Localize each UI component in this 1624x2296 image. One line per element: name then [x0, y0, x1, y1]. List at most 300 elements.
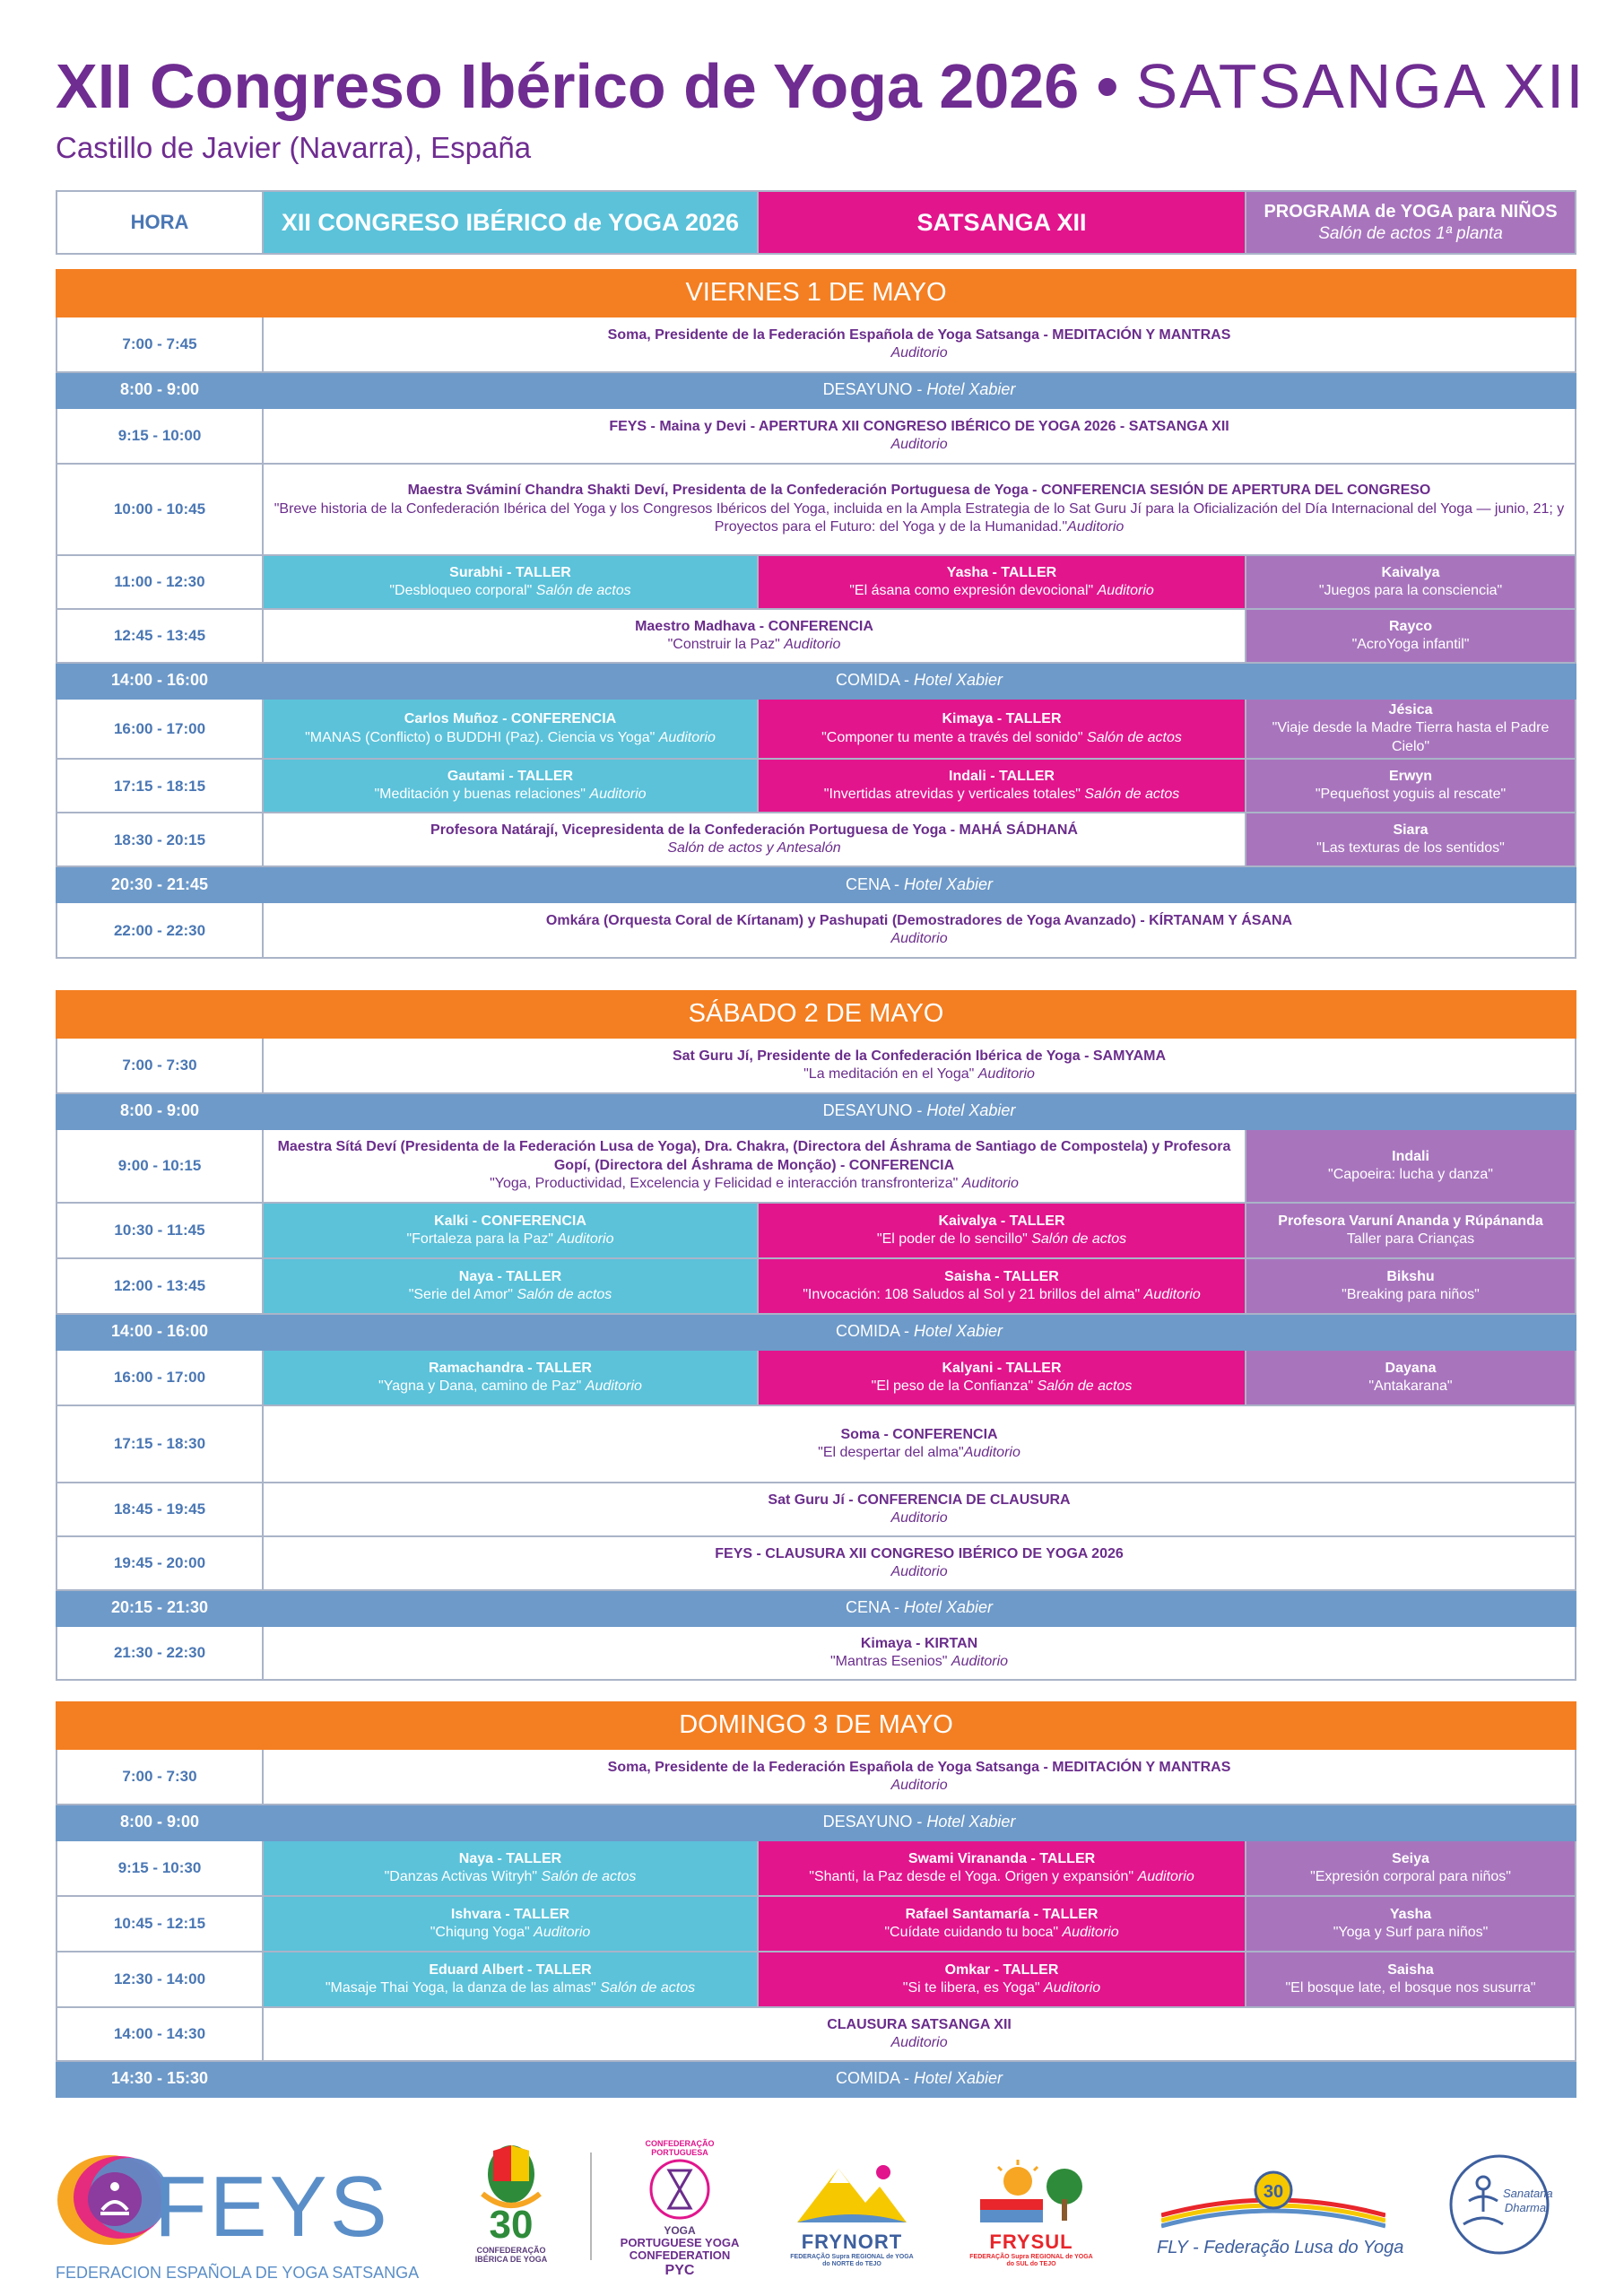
event-venue: Auditorio [890, 1510, 948, 1526]
pyc-bottom-text: PORTUGUESE YOGA CONFEDERATION [620, 2235, 740, 2263]
congreso-event-speaker: Maestra Sítá Deví (Presidenta de la Federación Lusa de Yoga), Dra. Chakra, (Directora del Áshrama de Santiago de Compostela) y Profesora Gopí, (Directora del Áshrama de Monção) - CONFERENCIA [277, 1139, 1231, 1173]
ninos-event-description [1254, 786, 1568, 804]
ninos-event-speaker: Dayana [1385, 1360, 1437, 1376]
meal-name: CENA - [845, 1598, 904, 1617]
time-slot: 7:00 - 7:30 [56, 1749, 263, 1805]
event-cell-congreso [263, 813, 1246, 866]
event-speaker: FEYS - Maina y Devi - APERTURA XII CONGRESO IBÉRICO DE YOGA 2026 - SATSANGA XII [609, 418, 1229, 434]
congreso-event-text: "Danzas Activas Witryh" [384, 1869, 542, 1884]
ninos-event-text: "Capoeira: lucha y danza" [1328, 1167, 1493, 1182]
time-slot: 16:00 - 17:00 [56, 699, 263, 759]
schedule-row [56, 555, 1576, 609]
satsanga-event-speaker: Kalyani - TALLER [942, 1360, 1062, 1376]
schedule-row [56, 813, 1576, 866]
satsanga-event-text: "Invocación: 108 Saludos al Sol y 21 brillos del alma" [803, 1287, 1144, 1302]
day-table [56, 269, 1576, 959]
event-speaker: Soma, Presidente de la Federación Española de Yoga Satsanga - MEDITACIÓN Y MANTRAS [607, 1759, 1231, 1775]
event-description [271, 344, 1568, 362]
event-cell-ninos [1246, 1258, 1576, 1314]
event-cell-ninos [1246, 555, 1576, 609]
event-cell-congreso [263, 1350, 758, 1405]
time-slot: 9:15 - 10:30 [56, 1840, 263, 1896]
satsanga-event-speaker: Kaivalya - TALLER [938, 1213, 1065, 1229]
satsanga-event-description [766, 582, 1238, 600]
satsanga-event-speaker: Kimaya - TALLER [942, 711, 1062, 727]
event-speaker: Sat Guru Jí, Presidente de la Confederación Ibérica de Yoga - SAMYAMA [672, 1048, 1167, 1064]
event-cell-congreso [263, 699, 758, 759]
feys-logo [56, 2151, 423, 2285]
event-cell-satsanga [758, 1840, 1246, 1896]
congreso-event-description [271, 1231, 750, 1248]
event-description [271, 1065, 1568, 1083]
meal-cell [263, 372, 1576, 408]
congreso-event-venue: Auditorio [658, 729, 716, 745]
congreso-event-venue: Auditorio [589, 787, 647, 803]
event-cell-ninos [1246, 1952, 1576, 2007]
schedule-row [56, 2007, 1576, 2061]
meal-cell [263, 1590, 1576, 1626]
event-venue: Auditorio [890, 1778, 948, 1793]
congreso-event-text: "Construir la Paz" [667, 637, 785, 652]
meal-cell [263, 2061, 1576, 2097]
satsanga-event-speaker: Indali - TALLER [949, 768, 1055, 784]
congreso-event-description [271, 786, 750, 804]
event-cell-ninos [1246, 1129, 1576, 1203]
time-slot: 10:00 - 10:45 [56, 464, 263, 555]
frynort-logo [789, 2160, 915, 2285]
satsanga-event-description [766, 1924, 1238, 1942]
meal-row [56, 1590, 1576, 1626]
ninos-event-description [1254, 582, 1568, 600]
title-separator: • [1096, 51, 1119, 121]
event-cell-congreso [263, 1952, 758, 2007]
event-speaker: Kimaya - KIRTAN [860, 1635, 978, 1651]
congreso-event-description [271, 839, 1238, 857]
title-brand: SATSANGA XII [1135, 51, 1585, 121]
event-venue: Auditorio [890, 437, 948, 452]
event-cell-satsanga [758, 759, 1246, 813]
event-cell-satsanga [758, 1258, 1246, 1314]
frysul-sun-tree-icon [973, 2160, 1090, 2226]
event-speaker: Maestra Sváminí Chandra Shakti Deví, Presidenta de la Confederación Portuguesa de Yoga - CONFERENCIA SESIÓN DE APERTURA DEL CONGRESO [407, 483, 1431, 499]
event-cell [263, 2007, 1576, 2061]
event-speaker: FEYS - CLAUSURA XII CONGRESO IBÉRICO DE YOGA 2026 [715, 1545, 1124, 1561]
pyc-abbr: PYC [664, 2262, 695, 2278]
congreso-event-venue: Auditorio [534, 1925, 591, 1940]
event-cell-ninos [1246, 699, 1576, 759]
time-slot: 7:00 - 7:45 [56, 317, 263, 372]
congreso-event-speaker: Surabhi - TALLER [449, 564, 571, 580]
event-cell-satsanga [758, 699, 1246, 759]
confederacion-30-subtitle: CONFEDERAÇÃO IBÉRICA DE YOGA [474, 2246, 548, 2264]
fly-text: FLY - Federação Lusa do Yoga [1157, 2238, 1404, 2257]
meal-venue: Hotel Xabier [926, 380, 1016, 399]
frynort-subtitle: FEDERAÇÃO Supra REGIONAL de YOGA do NORTE do TEJO [790, 2254, 914, 2267]
page-subtitle: Castillo de Javier (Navarra), España [56, 131, 532, 164]
meal-name: DESAYUNO - [822, 1813, 927, 1831]
event-description [271, 436, 1568, 454]
time-slot: 12:45 - 13:45 [56, 609, 263, 663]
ninos-event-description [1254, 636, 1568, 654]
schedule-row [56, 1483, 1576, 1536]
time-slot: 17:15 - 18:15 [56, 759, 263, 813]
day-table [56, 1701, 1576, 2098]
congreso-event-speaker: Naya - TALLER [458, 1268, 562, 1284]
schedule-row [56, 1536, 1576, 1590]
congreso-event-venue: Salón de actos [535, 583, 631, 598]
day-header-row [56, 991, 1576, 1038]
time-slot: 8:00 - 9:00 [56, 1805, 263, 1840]
meal-row [56, 866, 1576, 902]
meal-venue: Hotel Xabier [926, 1813, 1016, 1831]
fly-rainbow-icon [1161, 2167, 1385, 2230]
schedule-row [56, 1258, 1576, 1314]
col-ninos-title: PROGRAMA de YOGA para NIÑOS [1264, 201, 1558, 222]
event-description [271, 1777, 1568, 1795]
satsanga-event-speaker: Saisha - TALLER [944, 1268, 1059, 1284]
congreso-event-description [271, 729, 750, 747]
meal-venue: Hotel Xabier [903, 874, 994, 893]
schedule-row [56, 1203, 1576, 1258]
satsanga-event-text: "Si te libera, es Yoga" [902, 1980, 1045, 1996]
meal-row [56, 1093, 1576, 1129]
ninos-event-speaker: Yasha [1389, 1906, 1432, 1922]
col-hora: HORA [56, 191, 263, 254]
ninos-event-text: "Pequeñost yoguis al rescate" [1315, 787, 1507, 803]
meal-name: COMIDA - [835, 2069, 914, 2088]
ninos-event-speaker: Indali [1392, 1148, 1429, 1164]
ninos-event-text: "Antakarana" [1368, 1378, 1453, 1394]
congreso-event-description [271, 1286, 750, 1304]
satsanga-event-speaker: Swami Virananda - TALLER [908, 1850, 1096, 1866]
congreso-event-description [271, 1868, 750, 1886]
event-venue: Auditorio [890, 1564, 948, 1579]
sanatana-dharma-text: Sanatana Dharma [1503, 2187, 1553, 2215]
event-venue: Auditorio [977, 1066, 1035, 1082]
col-congreso: XII CONGRESO IBÉRICO de YOGA 2026 [263, 191, 758, 254]
satsanga-event-speaker: Omkar - TALLER [944, 1961, 1059, 1978]
col-satsanga: SATSANGA XII [758, 191, 1246, 254]
congreso-event-venue: Auditorio [961, 1176, 1019, 1192]
event-description [271, 1563, 1568, 1581]
event-cell-congreso [263, 1840, 758, 1896]
ninos-event-speaker: Bikshu [1386, 1268, 1435, 1284]
satsanga-event-text: "El peso de la Confianza" [871, 1378, 1038, 1394]
meal-venue: Hotel Xabier [913, 1322, 1003, 1341]
satsanga-event-text: "El poder de lo sencillo" [876, 1231, 1032, 1247]
time-slot: 11:00 - 12:30 [56, 555, 263, 609]
col-ninos-sub: Salón de actos 1ª planta [1318, 223, 1503, 243]
time-slot: 20:30 - 21:45 [56, 866, 263, 902]
congreso-event-text: "Serie del Amor" [408, 1287, 517, 1302]
satsanga-event-description [766, 1378, 1238, 1396]
time-slot: 16:00 - 17:00 [56, 1350, 263, 1405]
time-slot: 12:00 - 13:45 [56, 1258, 263, 1314]
event-cell [263, 1405, 1576, 1483]
meal-name: DESAYUNO - [822, 380, 927, 399]
satsanga-event-speaker: Rafael Santamaría - TALLER [905, 1906, 1099, 1922]
event-cell-satsanga [758, 1952, 1246, 2007]
event-cell-congreso [263, 1129, 1246, 1203]
schedule-row [56, 1350, 1576, 1405]
satsanga-event-description [766, 1286, 1238, 1304]
time-slot: 17:15 - 18:30 [56, 1405, 263, 1483]
event-cell-ninos [1246, 813, 1576, 866]
satsanga-event-description [766, 1231, 1238, 1248]
col-ninos [1246, 191, 1576, 254]
day-header-row [56, 1702, 1576, 1749]
satsanga-event-venue: Auditorio [1044, 1980, 1101, 1996]
event-speaker: CLAUSURA SATSANGA XII [827, 2016, 1012, 2032]
event-description [271, 930, 1568, 948]
meal-name: COMIDA - [835, 1322, 914, 1341]
schedule-row [56, 408, 1576, 464]
event-venue: Auditorio [890, 2035, 948, 2050]
congreso-event-description [271, 636, 1238, 654]
ninos-event-speaker: Seiya [1392, 1850, 1429, 1866]
pyc-emblem-icon [644, 2158, 716, 2221]
event-speaker: Soma, Presidente de la Federación Española de Yoga Satsanga - MEDITACIÓN Y MANTRAS [607, 326, 1231, 343]
event-cell [263, 1536, 1576, 1590]
ninos-event-speaker: Siara [1393, 822, 1429, 838]
event-cell [263, 902, 1576, 958]
meal-cell [263, 1093, 1576, 1129]
congreso-event-speaker: Eduard Albert - TALLER [429, 1961, 592, 1978]
title-main: XII Congreso Ibérico de Yoga 2026 [56, 51, 1080, 121]
meal-cell [263, 663, 1576, 699]
event-text: "Breve historia de la Confederación Ibérica del Yoga y los Congresos Ibéricos del Yoga, incluida en la Ampla Estrategia de lo Sat Guru Jí para la Oficialización del Día Internacional del Yoga — junio, 21; y Proyectos para el Futuro: del Yoga y de la Humanidad." [274, 500, 1565, 535]
meal-row [56, 663, 1576, 699]
congreso-event-speaker: Maestro Madhava - CONFERENCIA [635, 618, 873, 634]
ninos-event-text: "Las texturas de los sentidos" [1316, 840, 1505, 857]
sanatana-dharma-logo [1447, 2152, 1551, 2257]
pyc-top-text: CONFEDERAÇÃO PORTUGUESA [645, 2139, 715, 2157]
satsanga-event-description [766, 729, 1238, 747]
event-cell-congreso [263, 1896, 758, 1952]
ninos-event-description [1254, 719, 1568, 756]
congreso-event-text: "Chiqung Yoga" [430, 1925, 534, 1940]
time-slot: 22:00 - 22:30 [56, 902, 263, 958]
satsanga-event-venue: Salón de actos [1087, 729, 1182, 745]
congreso-event-text: "MANAS (Conflicto) o BUDDHI (Paz). Ciencia vs Yoga" [305, 729, 659, 745]
congreso-event-description [271, 1175, 1238, 1193]
meal-row [56, 372, 1576, 408]
congreso-event-text: "Yagna y Dana, camino de Paz" [378, 1378, 586, 1394]
congreso-event-description [271, 1378, 750, 1396]
satsanga-event-text: "Shanti, la Paz desde el Yoga. Origen y expansión" [809, 1869, 1138, 1884]
meal-cell [263, 1805, 1576, 1840]
ninos-event-description [1254, 1231, 1568, 1248]
ninos-event-text: "Viaje desde la Madre Tierra hasta el Padre Cielo" [1272, 720, 1550, 754]
event-speaker: Sat Guru Jí - CONFERENCIA DE CLAUSURA [768, 1492, 1071, 1508]
event-cell-congreso [263, 759, 758, 813]
ninos-event-description [1254, 1924, 1568, 1942]
ninos-event-speaker: Saisha [1387, 1961, 1434, 1978]
ninos-event-speaker: Profesora Varuní Ananda y Rúpánanda [1278, 1213, 1543, 1229]
congreso-event-speaker: Ramachandra - TALLER [429, 1360, 592, 1376]
schedule-row [56, 1749, 1576, 1805]
event-cell [263, 408, 1576, 464]
ninos-event-text: "Breaking para niños" [1342, 1287, 1480, 1302]
congreso-event-speaker: Naya - TALLER [458, 1850, 562, 1866]
event-cell [263, 1038, 1576, 1093]
congreso-event-description [271, 582, 750, 600]
ninos-event-text: "El bosque late, el bosque nos susurra" [1285, 1980, 1536, 1996]
meal-row [56, 2061, 1576, 2097]
event-cell-congreso [263, 1258, 758, 1314]
event-description [271, 1444, 1568, 1462]
congreso-event-description [271, 1979, 750, 1997]
fly-logo [1157, 2167, 1404, 2274]
ninos-event-speaker: Rayco [1389, 618, 1433, 634]
congreso-event-venue: Salón de actos [517, 1287, 612, 1302]
congreso-event-venue: Salón de actos [541, 1869, 637, 1884]
satsanga-event-venue: Auditorio [1137, 1869, 1194, 1884]
event-description [271, 1509, 1568, 1527]
schedule-row [56, 759, 1576, 813]
page-title [56, 50, 1585, 122]
event-venue: Auditorio [1067, 519, 1125, 535]
time-slot: 12:30 - 14:00 [56, 1952, 263, 2007]
frysul-text: FRYSUL [989, 2231, 1073, 2253]
schedule-row [56, 1896, 1576, 1952]
schedule-row [56, 1952, 1576, 2007]
time-slot: 9:15 - 10:00 [56, 408, 263, 464]
time-slot: 19:45 - 20:00 [56, 1536, 263, 1590]
day-header-row [56, 270, 1576, 317]
time-slot: 7:00 - 7:30 [56, 1038, 263, 1093]
feys-text: FEYS [154, 2159, 390, 2255]
event-cell-ninos [1246, 1350, 1576, 1405]
schedule-row [56, 317, 1576, 372]
fly-badge-number: 30 [1263, 2182, 1284, 2202]
event-cell [263, 1626, 1576, 1680]
event-cell-congreso [263, 609, 1246, 663]
ninos-event-description [1254, 839, 1568, 857]
event-cell-ninos [1246, 1840, 1576, 1896]
meal-name: DESAYUNO - [822, 1101, 927, 1120]
time-slot: 14:30 - 15:30 [56, 2061, 263, 2097]
schedule-row [56, 699, 1576, 759]
ninos-event-speaker: Kaivalya [1381, 564, 1440, 580]
meal-venue: Hotel Xabier [926, 1101, 1016, 1120]
time-slot: 10:30 - 11:45 [56, 1203, 263, 1258]
satsanga-event-venue: Auditorio [1097, 583, 1154, 598]
event-text: "La meditación en el Yoga" [803, 1066, 978, 1082]
event-cell-ninos [1246, 1896, 1576, 1952]
logo-strip [0, 2135, 1624, 2296]
time-slot: 8:00 - 9:00 [56, 1093, 263, 1129]
pyc-mid-text: YOGA [664, 2223, 696, 2237]
satsanga-event-venue: Salón de actos [1084, 787, 1180, 803]
event-description [271, 2034, 1568, 2052]
time-slot: 21:30 - 22:30 [56, 1626, 263, 1680]
event-cell-satsanga [758, 1896, 1246, 1952]
schedule-row [56, 1626, 1576, 1680]
ninos-event-speaker: Erwyn [1389, 768, 1433, 784]
satsanga-event-description [766, 1868, 1238, 1886]
frynort-mountain-icon [794, 2160, 910, 2226]
time-slot: 14:00 - 16:00 [56, 663, 263, 699]
congreso-event-speaker: Profesora Natárají, Vicepresidenta de la Confederación Portuguesa de Yoga - MAHÁ SÁDHANÁ [430, 822, 1078, 838]
schedule-row [56, 609, 1576, 663]
schedule-row [56, 1129, 1576, 1203]
congreso-event-venue: Salón de actos y Antesalón [667, 840, 841, 857]
congreso-event-text: "Meditación y buenas relaciones" [374, 787, 590, 803]
meal-row [56, 1314, 1576, 1350]
congreso-event-venue: Auditorio [557, 1231, 614, 1247]
satsanga-event-venue: Salón de actos [1031, 1231, 1127, 1247]
event-cell-congreso [263, 555, 758, 609]
satsanga-event-text: "Cuídate cuidando tu boca" [884, 1925, 1063, 1940]
satsanga-event-venue: Auditorio [1062, 1925, 1119, 1940]
time-slot: 10:45 - 12:15 [56, 1896, 263, 1952]
ninos-event-speaker: Jésica [1388, 702, 1433, 718]
ninos-event-description [1254, 1378, 1568, 1396]
satsanga-event-description [766, 786, 1238, 804]
time-slot: 20:15 - 21:30 [56, 1590, 263, 1626]
event-cell [263, 1483, 1576, 1536]
event-cell-congreso [263, 1203, 758, 1258]
event-cell-ninos [1246, 759, 1576, 813]
event-cell-satsanga [758, 1350, 1246, 1405]
event-cell-ninos [1246, 609, 1576, 663]
schedule-row [56, 902, 1576, 958]
meal-venue: Hotel Xabier [914, 2069, 1003, 2088]
event-venue: Auditorio [951, 1654, 1009, 1669]
satsanga-event-text: "Invertidas atrevidas y verticales totales" [823, 787, 1085, 803]
schedule-row [56, 1038, 1576, 1093]
confederacion-30-logo [466, 2142, 556, 2285]
satsanga-event-speaker: Yasha - TALLER [946, 564, 1057, 580]
event-cell [263, 317, 1576, 372]
schedule-row [56, 1405, 1576, 1483]
satsanga-event-text: "El ásana como expresión devocional" [849, 583, 1098, 598]
event-venue: Auditorio [890, 345, 948, 361]
day-title: VIERNES 1 DE MAYO [56, 270, 1576, 317]
pyc-logo [617, 2140, 743, 2291]
time-slot: 14:00 - 14:30 [56, 2007, 263, 2061]
satsanga-event-description [766, 1979, 1238, 1997]
event-text: "El despertar del alma" [818, 1445, 964, 1460]
meal-row [56, 1805, 1576, 1840]
congreso-event-speaker: Kalki - CONFERENCIA [434, 1213, 586, 1229]
feys-subtitle: FEDERACION ESPAÑOLA DE YOGA SATSANGA [56, 2264, 420, 2282]
meal-venue: Hotel Xabier [903, 1598, 994, 1617]
congreso-event-text: "Masaje Thai Yoga, la danza de las almas" [325, 1980, 601, 1996]
event-speaker: Soma - CONFERENCIA [840, 1426, 998, 1442]
ninos-event-text: Taller para Crianças [1346, 1231, 1475, 1247]
event-cell-ninos [1246, 1203, 1576, 1258]
event-cell [263, 464, 1576, 555]
event-speaker: Omkára (Orquesta Coral de Kírtanam) y Pashupati (Demostradores de Yoga Avanzado) - KÍRTANAM Y ÁSANA [545, 912, 1293, 928]
congreso-event-description [271, 1924, 750, 1942]
time-slot: 18:30 - 20:15 [56, 813, 263, 866]
day-table [56, 990, 1576, 1681]
confederacion-30-number: 30 [489, 2203, 534, 2247]
event-cell-satsanga [758, 1203, 1246, 1258]
ninos-event-description [1254, 1979, 1568, 1997]
event-venue: Auditorio [963, 1445, 1020, 1460]
congreso-event-speaker: Gautami - TALLER [447, 768, 574, 784]
ninos-event-description [1254, 1286, 1568, 1304]
congreso-event-venue: Auditorio [784, 637, 841, 652]
satsanga-event-text: "Componer tu mente a través del sonido" [821, 729, 1088, 745]
meal-venue: Hotel Xabier [913, 671, 1003, 690]
congreso-event-text: "Desbloqueo corporal" [389, 583, 536, 598]
ninos-event-text: "AcroYoga infantil" [1351, 637, 1470, 652]
meal-cell [263, 1314, 1576, 1350]
